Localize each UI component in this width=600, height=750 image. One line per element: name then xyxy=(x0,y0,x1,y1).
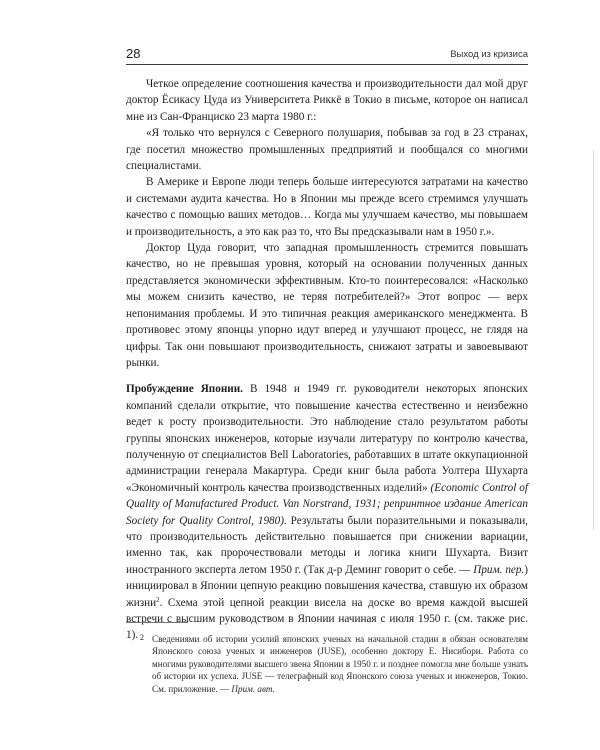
section-lead-heading: Пробуждение Японии. xyxy=(126,383,243,396)
paragraph-1: Четкое определение соотношения качества и производительности дал мой друг доктор Ёсикасу Цуда из Университета Риккё в Токио в письме, которое он написал мне из Сан-Франциско 23 марта 1980 г.: xyxy=(126,78,528,123)
footnote-reference[interactable]: 2 xyxy=(156,595,160,604)
footnote xyxy=(126,622,528,695)
paragraph-3-quote: В Америке и Европе люди теперь больше интересуются затратами на качество и системами аудита качества. Но в Японии мы прежде всего стремимся улучшать качество с помощью ваших методов… Когда мы улучшаем качество, мы повышаем и производительность, а это как раз то, что Вы предсказывали нам в 1950 г.». xyxy=(126,176,528,238)
footnote-body xyxy=(126,633,528,695)
translator-note: Прим. пер. xyxy=(473,563,525,576)
page-header xyxy=(126,44,528,66)
footnote-rule xyxy=(126,622,188,623)
page-number: 28 xyxy=(126,46,141,61)
footnote-main-text: Сведениями об истории усилий японских ученых на начальной стадии я обязан основателям Японского союза ученых и инженеров (JUSE), особенно доктору Е. Нисибори. Работа со многими руководителями высшего звена Японии в 1950 г. и позднее помогла мне больше узнать об истории их успеха. JUSE — телеграфный код Японского союза ученых и инженеров, Токио. См. приложение. — xyxy=(152,634,528,694)
footnote-text xyxy=(152,633,528,695)
paragraph-5-text-3: ) инициировал в Японии цепную реакцию повышения качества, ставшую их образом жизни xyxy=(126,563,529,609)
paragraph-4: Доктор Цуда говорит, что западная промышленность стремится повышать качество, но не превышая уровня, который на основании полученных данных представляется экономически эффективным. Кто-то поинтересовался: «Насколько мы можем снизить качество, не теряя потребителей?» Этот вопрос — верх непонимания проблемы. И это типичная реакция американского менеджмента. В противовес этому японцы упорно идут вперед и улучшают процесс, не глядя на цифры. Так они повышают производительность, снижают затраты и завоевывают рынки. xyxy=(126,242,528,369)
body-text xyxy=(126,76,528,644)
paragraph-5-citation: (Economic Control of Quality of Manufactured Product. Van Norstrand, 1931; репринтное издание American Society for Quality Control, 1980). xyxy=(126,481,529,527)
paragraph-5-text-2: Результаты были поразительными и показывали, что производительность действительно повышается при снижении вариации, именно так, как пророчествовали методы и логика книги Шухарта. Визит иностранного эксперта летом 1950 г. (Так д-р Деминг говорит о себе. — xyxy=(126,514,528,576)
footnote-mark: 2 xyxy=(140,633,144,642)
paragraph-5-text-4: . Схема этой цепной реакции висела на доске во время каждой высшей встречи с высшим руководством в Японии начиная с июля 1950 г. (см. также рис. 1). xyxy=(126,596,528,642)
running-head: Выход из кризиса xyxy=(450,49,528,60)
paragraph-5 xyxy=(126,381,528,644)
paragraph-2-quote: «Я только что вернулся с Северного полушария, побывав за год в 23 странах, где посетил множество промышленных предприятий и пообщался со многими специалистами. xyxy=(126,127,528,173)
author-note: Прим. авт. xyxy=(231,683,275,694)
scan-edge-line xyxy=(593,150,594,530)
header-rule xyxy=(126,64,528,65)
paragraph-5-text-1: В 1948 и 1949 гг. руководители некоторых японских компаний сделали открытие, что повышение качества естественно и неизбежно ведет к росту производительности. Это наблюдение стало результатом работы группы японских инженеров, которые изучали литературу по контролю качества, полученную от специалистов Bell Laboratories, работавших в штате оккупационной администрации генерала Макартура. Среди книг была работа Уолтера Шухарта «Экономичный контроль качества производственных изделий» xyxy=(126,383,528,494)
